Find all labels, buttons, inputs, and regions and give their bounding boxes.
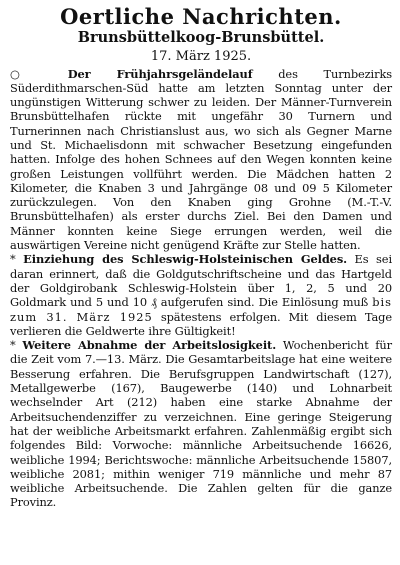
article-geldeinziehung bbox=[10, 252, 392, 338]
article-paragraph bbox=[10, 67, 392, 253]
asterisk-bullet-icon: * bbox=[10, 252, 24, 267]
article-paragraph bbox=[10, 338, 392, 510]
article-fruehjahrsgelaendelauf bbox=[10, 67, 392, 253]
article-body: des Turnbezirks Süderdithmarschen-Süd hatte am letzten Sonntag unter der ungünstigen Witterung schwer zu leiden. Der Männer-Turnverein Brunsbüttelhafen rückte mit ungefähr 30 Turnern und Turnerinnen nach Christianslust aus, wo sich als Gegner Marne und St. Michaelisdonn mit schwacher Besetzung eingefunden hatten. Infolge des hohen Schnees auf den Wegen konnten keine großen Leistungen vollführt werden. Die Mädchen hatten 2 Kilometer, die Knaben 3 und Jahrgänge 08 und 09 5 Kilometer zurückzulegen. Von den Knaben ging Grohne (M.-T.-V. Brunsbüttelhafen) als erster durchs Ziel. Bei den Damen und Männer konnten keine Siege errungen werden, weil die auswärtigen Vereine nicht genügend Kräfte zur Stelle hatten. bbox=[10, 66, 392, 253]
section-title: Oertliche Nachrichten. bbox=[60, 4, 342, 29]
circle-bullet-icon: ○ bbox=[10, 66, 68, 81]
article-body: Wochenbericht für die Zeit vom 7.—13. März. Die Gesamtarbeitslage hat eine weitere Besserung erfahren. Die Berufsgruppen Landwirtschaft (127), Metallgewerbe (167), Baugewerbe (140) und Lohnarbeit wechselnder Art (212) haben eine starke Abnahme der Arbeitsuchendenziffer zu verzeichnen. Eine geringe Steigerung hat der weibliche Arbeitsmarkt erfahren. Zahlenmäßig ergibt sich folgendes Bild: Vorwoche: männliche Arbeitsuchende 16626, weibliche 1994; Berichtswoche: männliche Arbeitsuchende 15807, weibliche 2081; mithin weniger 719 männliche und mehr 87 weibliche Arbeitsuchende. Die Zahlen gelten für die ganze Provinz. bbox=[10, 338, 392, 510]
article-headline: Einziehung des Schleswig-Holsteinischen Geldes. bbox=[23, 252, 348, 267]
article-headline: Der Frühjahrsgeländelauf bbox=[67, 66, 253, 81]
article-paragraph bbox=[10, 252, 392, 338]
article-arbeitslosigkeit bbox=[10, 338, 392, 510]
article-body-emphasis: bis zum 31. März 1925 bbox=[10, 295, 392, 324]
article-headline: Weitere Abnahme der Arbeitslosigkeit. bbox=[22, 338, 277, 353]
article-body: Es sei daran erinnert, daß die Goldgutschriftscheine und das Hartgeld der Goldgirobank Schleswig-Holstein über 1, 2, 5 und 20 Goldmark und 5 und 10 ₰ aufgerufen sind. Die Einlösung muß bbox=[10, 252, 392, 310]
article-body: spätestens erfolgen. Mit diesem Tage verlieren die Geldwerte ihre Gültigkeit! bbox=[10, 309, 392, 338]
asterisk-bullet-icon: * bbox=[10, 338, 23, 353]
dateline: 17. März 1925. bbox=[150, 48, 252, 64]
section-subtitle: Brunsbüttelkoog-Brunsbüttel. bbox=[77, 29, 325, 46]
masthead bbox=[10, 6, 392, 63]
